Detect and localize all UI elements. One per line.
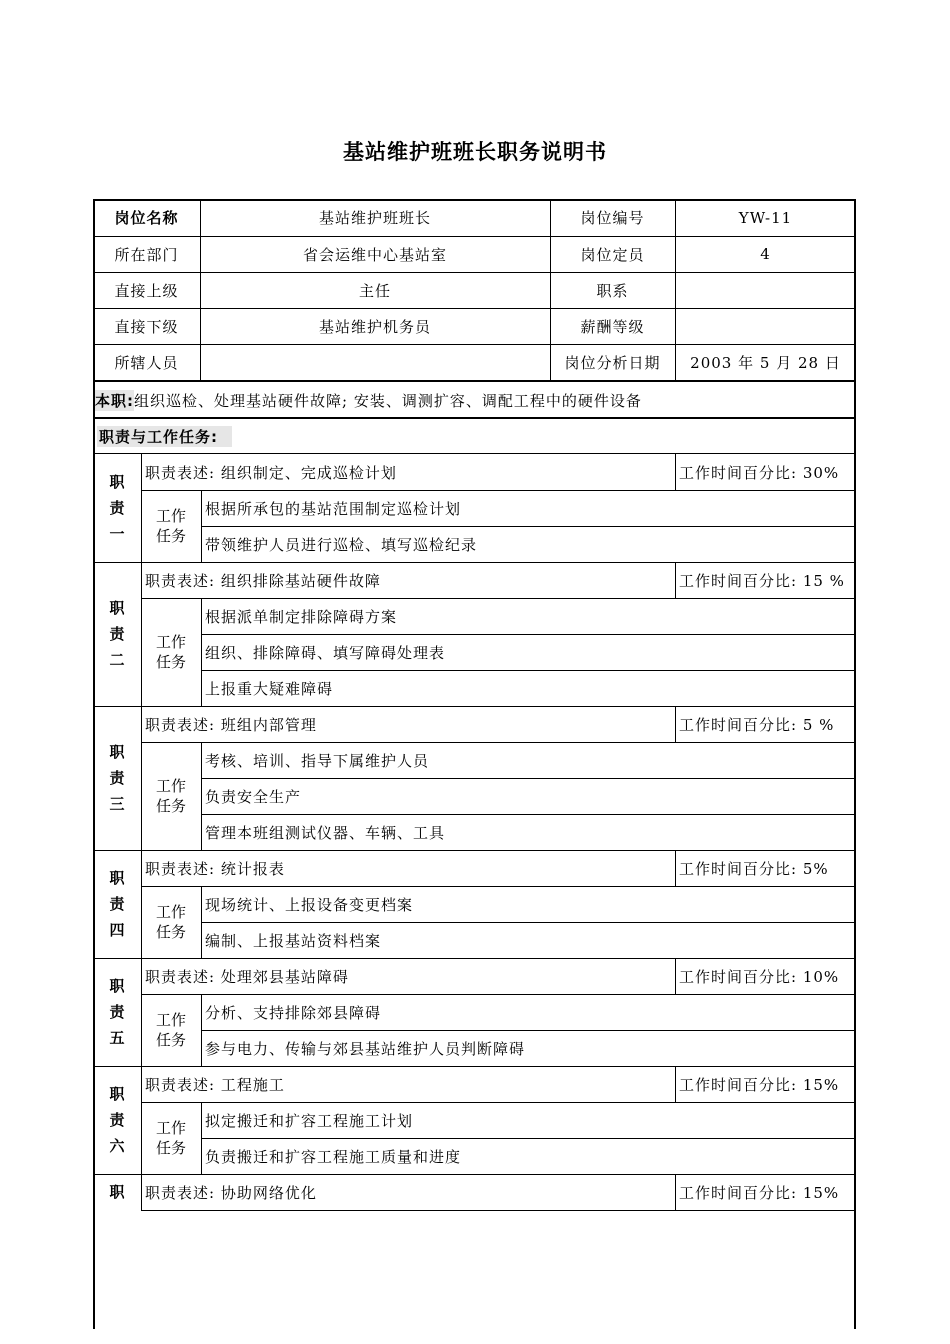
task-item: 根据派单制定排除障碍方案 xyxy=(205,607,398,626)
column-divider xyxy=(675,308,676,344)
task-item: 负责安全生产 xyxy=(205,787,302,806)
duty-label-char: 责 xyxy=(109,1003,125,1021)
task-item: 参与电力、传输与郊县基站维护人员判断障碍 xyxy=(205,1039,526,1058)
duty-label-char: 六 xyxy=(109,1137,125,1155)
column-divider xyxy=(675,454,676,490)
field-value xyxy=(200,344,550,381)
field-label: 岗位定员 xyxy=(580,245,645,264)
task-label-text: 任务 xyxy=(155,797,186,815)
task-label-text: 任务 xyxy=(155,653,186,671)
field-value: 主任 xyxy=(358,281,391,300)
main-duty-text: 组织巡检、处理基站硬件故障; 安装、调测扩容、调配工程中的硬件设备 xyxy=(134,391,642,410)
duty-label-char: 职 xyxy=(109,473,125,491)
main-duty-label: 本职: xyxy=(95,391,134,410)
duty-description: 职责表述: 班组内部管理 xyxy=(145,715,317,734)
column-divider xyxy=(200,272,201,308)
task-label xyxy=(141,886,201,958)
row-divider xyxy=(201,634,856,635)
duty-label xyxy=(93,850,141,958)
duty-label-char: 责 xyxy=(109,895,125,913)
duty-label xyxy=(93,1066,141,1174)
task-label xyxy=(141,598,201,706)
task-label-text: 工作 xyxy=(155,1011,186,1029)
field-label: 岗位分析日期 xyxy=(564,354,661,372)
column-divider xyxy=(200,199,201,236)
task-label xyxy=(141,994,201,1066)
task-label xyxy=(141,1102,201,1174)
task-item: 考核、培训、指导下属维护人员 xyxy=(205,751,430,770)
duty-description: 职责表述: 组织排除基站硬件故障 xyxy=(145,571,381,590)
duty-description: 职责表述: 处理郊县基站障碍 xyxy=(145,967,349,986)
duty-time-percent: 工作时间百分比: 15% xyxy=(679,1183,840,1202)
field-value: 省会运维中心基站室 xyxy=(302,245,447,264)
duty-time-percent: 工作时间百分比: 5% xyxy=(679,859,829,878)
document-title: 基站维护班班长职务说明书 xyxy=(343,140,607,164)
duty-label-char: 二 xyxy=(109,651,125,669)
column-divider xyxy=(200,344,201,381)
duty-description: 职责表述: 组织制定、完成巡检计划 xyxy=(145,463,397,482)
field-value: 4 xyxy=(760,245,771,263)
duty-label-char: 责 xyxy=(109,625,125,643)
row-divider xyxy=(201,670,856,671)
column-divider xyxy=(675,958,676,994)
task-item: 编制、上报基站资料档案 xyxy=(205,931,382,950)
column-divider xyxy=(550,308,551,344)
row-divider xyxy=(201,778,856,779)
row-divider xyxy=(201,922,856,923)
duty-label-char: 三 xyxy=(109,795,125,813)
task-label xyxy=(141,490,201,562)
row-divider xyxy=(93,272,856,273)
task-label xyxy=(141,742,201,850)
duty-label-char: 职 xyxy=(109,743,125,761)
column-divider xyxy=(675,1174,676,1210)
duty-description: 职责表述: 工程施工 xyxy=(145,1075,285,1094)
task-item: 现场统计、上报设备变更档案 xyxy=(205,895,414,914)
duty-label xyxy=(93,1174,141,1210)
row-divider xyxy=(93,344,856,345)
field-label: 直接上级 xyxy=(114,281,179,300)
duty-label-char: 职 xyxy=(109,599,125,617)
field-label: 岗位编号 xyxy=(580,209,645,227)
column-divider xyxy=(200,236,201,272)
task-label-text: 任务 xyxy=(155,1139,186,1157)
column-divider xyxy=(675,706,676,742)
field-value xyxy=(675,308,856,344)
duty-time-percent: 工作时间百分比: 5 % xyxy=(679,715,835,734)
row-divider xyxy=(201,1138,856,1139)
duty-label-char: 责 xyxy=(109,1111,125,1129)
duty-time-percent: 工作时间百分比: 15 % xyxy=(679,571,845,590)
task-item: 拟定搬迁和扩容工程施工计划 xyxy=(205,1111,414,1130)
task-label-text: 工作 xyxy=(155,777,186,795)
row-divider xyxy=(201,1030,856,1031)
task-item: 管理本班组测试仪器、车辆、工具 xyxy=(205,823,446,842)
duty-label-char: 五 xyxy=(109,1029,125,1047)
task-label-text: 任务 xyxy=(155,923,186,941)
duties-header xyxy=(93,419,860,454)
duty-description: 职责表述: 协助网络优化 xyxy=(145,1183,317,1202)
task-item: 上报重大疑难障碍 xyxy=(205,679,334,698)
duty-label xyxy=(93,958,141,1066)
row-divider xyxy=(201,814,856,815)
task-label-text: 工作 xyxy=(155,507,186,525)
duty-label-char: 一 xyxy=(109,525,125,543)
duty-label-char: 职 xyxy=(109,1183,125,1201)
column-divider xyxy=(550,272,551,308)
column-divider xyxy=(675,562,676,598)
task-label-text: 工作 xyxy=(155,633,186,651)
column-divider xyxy=(550,236,551,272)
task-label-text: 工作 xyxy=(155,903,186,921)
task-item: 根据所承包的基站范围制定巡检计划 xyxy=(205,499,462,518)
duty-label-char: 责 xyxy=(109,769,125,787)
column-divider xyxy=(675,199,676,236)
main-duty-row xyxy=(93,382,858,418)
task-item: 负责搬迁和扩容工程施工质量和进度 xyxy=(205,1147,462,1166)
duty-description: 职责表述: 统计报表 xyxy=(145,859,285,878)
field-label: 所在部门 xyxy=(114,245,179,264)
task-label-text: 任务 xyxy=(155,1031,186,1049)
field-value: 基站维护机务员 xyxy=(318,317,431,336)
column-divider xyxy=(550,199,551,236)
duty-label xyxy=(93,706,141,850)
task-label-text: 任务 xyxy=(155,527,186,545)
field-value xyxy=(675,272,856,308)
field-label: 直接下级 xyxy=(114,317,179,336)
column-divider xyxy=(200,308,201,344)
row-divider xyxy=(93,236,856,237)
task-item: 组织、排除障碍、填写障碍处理表 xyxy=(205,643,446,662)
field-value: YW-11 xyxy=(738,208,793,227)
task-item: 带领维护人员进行巡检、填写巡检纪录 xyxy=(205,535,478,554)
column-divider xyxy=(675,850,676,886)
duties-header-text: 职责与工作任务: xyxy=(97,426,232,447)
duty-label-char: 四 xyxy=(109,921,125,939)
duty-label xyxy=(93,562,141,706)
duty-label-char: 职 xyxy=(109,977,125,995)
field-value: 2003 年 5 月 28 日 xyxy=(690,354,841,372)
column-divider xyxy=(675,236,676,272)
duty-time-percent: 工作时间百分比: 15% xyxy=(679,1075,840,1094)
column-divider xyxy=(675,344,676,381)
column-divider xyxy=(550,344,551,381)
duty-label-char: 职 xyxy=(109,869,125,887)
duty-label xyxy=(93,454,141,562)
row-divider xyxy=(141,1210,856,1211)
field-label: 职系 xyxy=(596,281,629,300)
task-item: 分析、支持排除郊县障碍 xyxy=(205,1003,382,1022)
duty-time-percent: 工作时间百分比: 10% xyxy=(679,967,840,986)
row-divider xyxy=(93,308,856,309)
field-label: 薪酬等级 xyxy=(580,317,645,336)
duty-label-char: 责 xyxy=(109,499,125,517)
column-divider xyxy=(675,1066,676,1102)
field-value: 基站维护班班长 xyxy=(318,209,431,227)
duty-time-percent: 工作时间百分比: 30% xyxy=(679,463,840,482)
column-divider xyxy=(675,272,676,308)
field-label: 所辖人员 xyxy=(114,354,179,372)
row-divider xyxy=(201,526,856,527)
duty-label-char: 职 xyxy=(109,1085,125,1103)
field-label: 岗位名称 xyxy=(114,209,179,227)
task-label-text: 工作 xyxy=(155,1119,186,1137)
